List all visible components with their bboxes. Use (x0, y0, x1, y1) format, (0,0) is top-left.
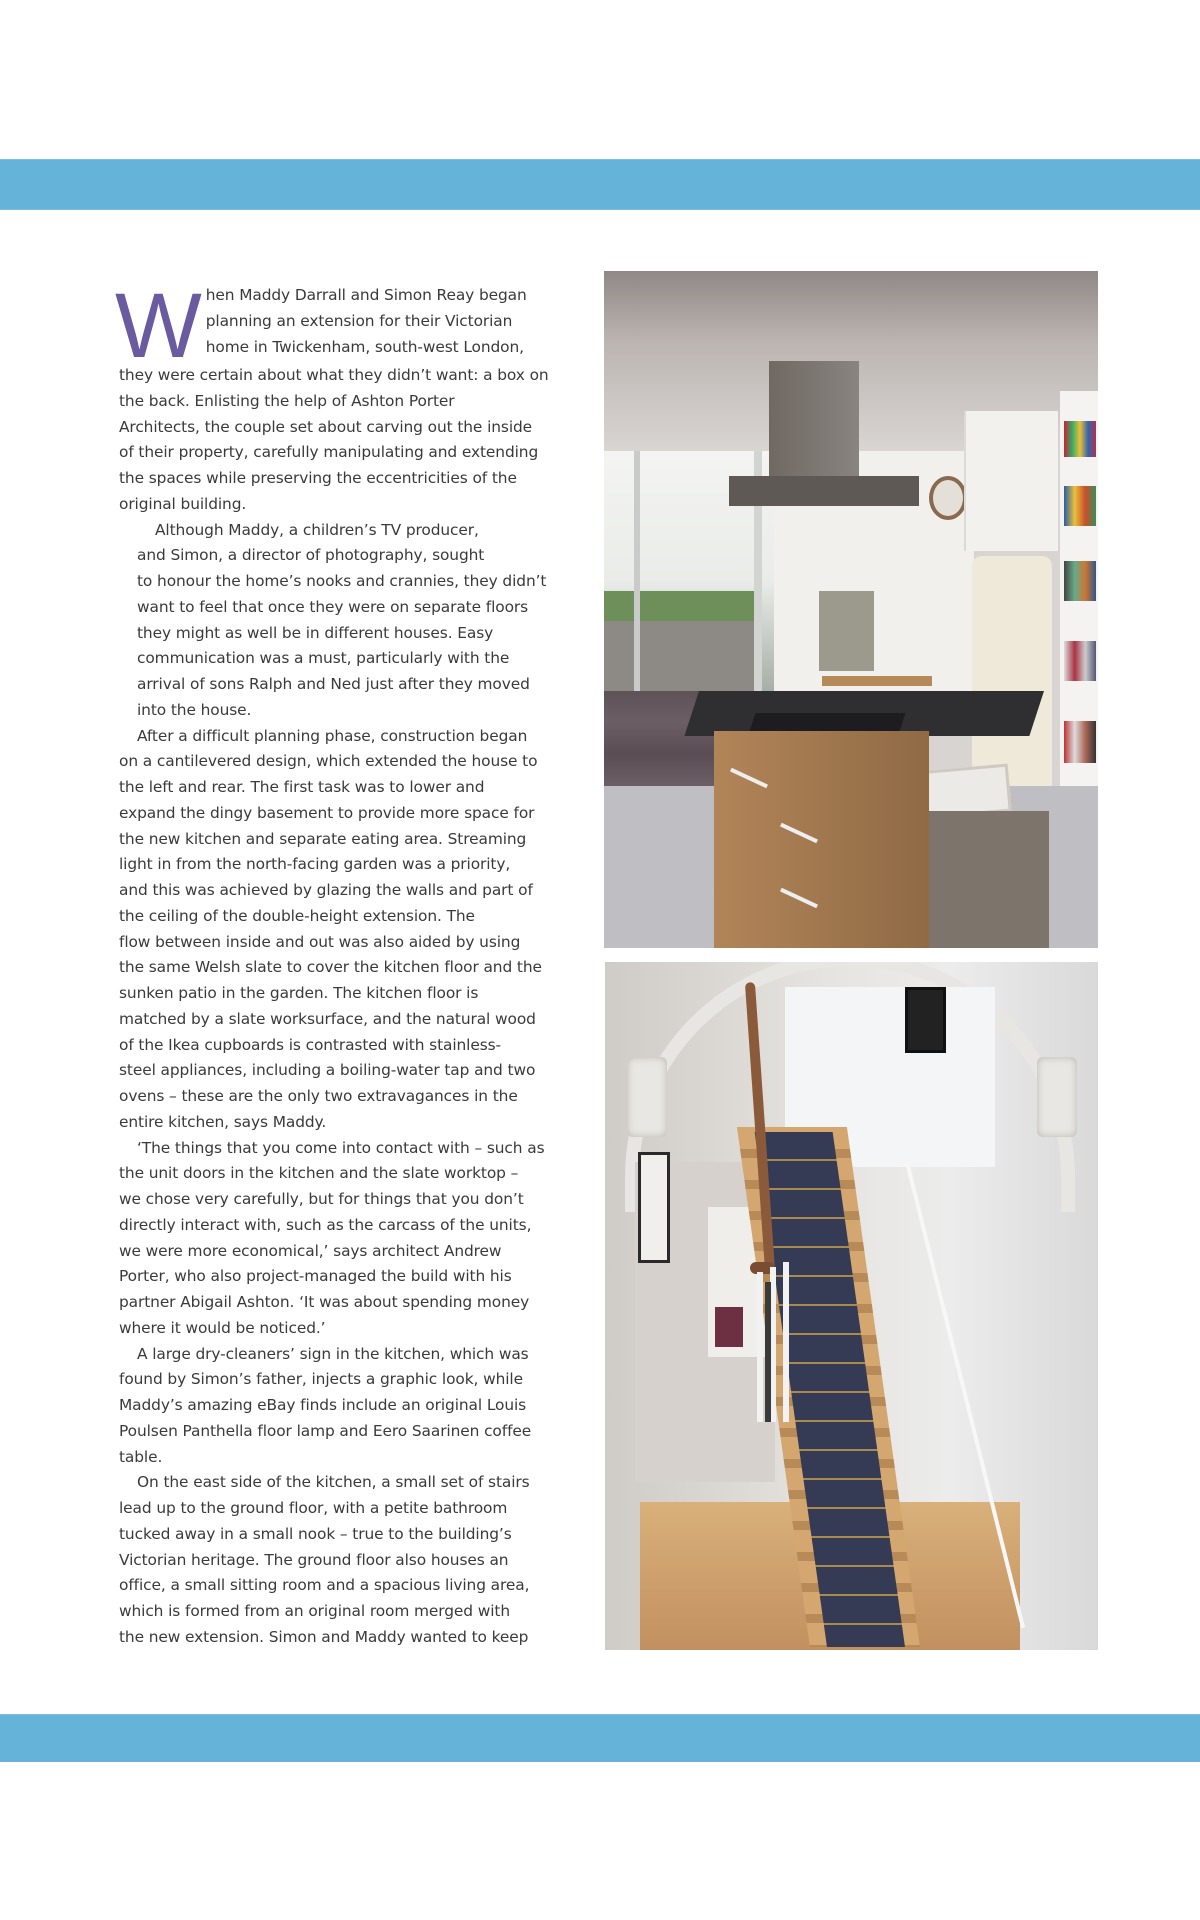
corbel-left (627, 1057, 667, 1137)
text-line: tucked away in a small nook – true to the building’s (119, 1524, 512, 1543)
text-line: the new kitchen and separate eating area. Streaming (119, 829, 527, 848)
extractor-hood (729, 476, 919, 506)
tall-cabinet (964, 411, 1058, 551)
article-body (115, 275, 555, 1651)
text-line: sunken patio in the garden. The kitchen floor is (119, 984, 479, 1002)
kitchen-photo (604, 271, 1098, 948)
text-line: ‘The things that you come into contact with – such as (137, 1138, 545, 1157)
text-line: the new extension. Simon and Maddy wanted to keep (119, 1627, 529, 1646)
books (1064, 641, 1096, 681)
text-line: Architects, the couple set about carving out the inside (119, 417, 533, 436)
text-line: original building. (119, 494, 247, 513)
text-line: the left and rear. The first task was to lower and (119, 778, 485, 796)
text-line: On the east side of the kitchen, a small set of stairs (137, 1473, 530, 1492)
text-line: ovens – these are the only two extravagances in the (119, 1087, 518, 1105)
text-line: steel appliances, including a boiling-water tap and two (119, 1061, 536, 1080)
patio (604, 621, 754, 691)
corbel-right (1037, 1057, 1077, 1137)
text-line: lead up to the ground floor, with a petite bathroom (119, 1499, 508, 1517)
text-line: we chose very carefully, but for things that you don’t (119, 1190, 524, 1208)
wall-clock (929, 476, 967, 520)
text-line: the same Welsh slate to cover the kitchen floor and the (119, 958, 542, 977)
wall-picture (638, 1152, 670, 1263)
staircase-photo (605, 962, 1098, 1650)
baluster (757, 1272, 763, 1422)
text-line: Maddy’s amazing eBay finds include an original Louis (119, 1396, 527, 1414)
text-line: planning an extension for their Victorian (205, 311, 513, 330)
text-line: we were more economical,’ says architect Andrew (119, 1241, 502, 1260)
text-line: and Simon, a director of photography, sought (137, 546, 485, 565)
paragraph-3 (119, 724, 555, 1136)
text-line: and this was achieved by glazing the walls and part of (119, 881, 533, 899)
text-line: partner Abigail Ashton. ‘It was about spending money (119, 1293, 530, 1311)
top-color-band (0, 159, 1200, 210)
text-line: arrival of sons Ralph and Ned just after they moved (137, 675, 530, 693)
text-line: the ceiling of the double-height extension. The (119, 906, 475, 925)
text-line: where it would be noticed.’ (119, 1318, 326, 1337)
bottom-color-band (0, 1714, 1200, 1762)
baluster (783, 1262, 789, 1422)
garden-hedge (604, 591, 754, 621)
office-chair (715, 1307, 743, 1347)
text-line: expand the dingy basement to provide more space for (119, 803, 535, 822)
text-line: to honour the home’s nooks and crannies, they didn’t (137, 572, 547, 590)
paragraph-6 (119, 1470, 555, 1650)
text-line: they were certain about what they didn’t want: a box on (119, 366, 549, 384)
drop-cap: W (115, 275, 202, 377)
island-side (929, 811, 1049, 948)
text-line: After a difficult planning phase, construction began (137, 726, 528, 745)
dining-table (822, 676, 932, 686)
text-line: Although Maddy, a children’s TV producer, (155, 520, 479, 539)
books (1064, 721, 1096, 763)
dining-window (819, 591, 874, 671)
text-line: Victorian heritage. The ground floor also houses an (119, 1550, 509, 1569)
text-line: into the house. (137, 700, 252, 719)
paragraph-4 (119, 1136, 555, 1342)
text-line: they might as well be in different houses. Easy (137, 623, 494, 642)
text-line: flow between inside and out was also aided by using (119, 932, 521, 951)
paragraph-1 (115, 275, 555, 518)
text-line: which is formed from an original room merged with (119, 1602, 511, 1620)
text-line: matched by a slate worksurface, and the natural wood (119, 1009, 536, 1028)
books (1064, 486, 1096, 526)
text-line: A large dry-cleaners’ sign in the kitchen, which was (137, 1344, 529, 1363)
text-line: Poulsen Panthella floor lamp and Eero Saarinen coffee (119, 1421, 532, 1440)
books (1064, 421, 1096, 457)
picture-frame (905, 987, 946, 1053)
text-line: Porter, who also project-managed the build with his (119, 1267, 512, 1286)
paragraph-5 (119, 1342, 555, 1471)
text-line: hen Maddy Darrall and Simon Reay began (205, 286, 527, 304)
text-line: directly interact with, such as the carcass of the units, (119, 1215, 532, 1234)
books (1064, 561, 1096, 601)
text-line: of the Ikea cupboards is contrasted with stainless- (119, 1035, 502, 1054)
text-line: on a cantilevered design, which extended the house to (119, 752, 538, 771)
wood-cupboards (714, 731, 929, 948)
paragraph-2 (119, 518, 555, 724)
text-line: of their property, carefully manipulating and extending (119, 443, 539, 462)
text-line: the unit doors in the kitchen and the slate worktop – (119, 1164, 519, 1183)
extractor-chimney (769, 361, 859, 476)
text-line: found by Simon’s father, injects a graphic look, while (119, 1370, 523, 1389)
text-line: entire kitchen, says Maddy. (119, 1112, 327, 1131)
text-line: the spaces while preserving the eccentricities of the (119, 469, 517, 487)
text-line: home in Twickenham, south-west London, (205, 337, 524, 356)
text-line: want to feel that once they were on separate floors (137, 597, 529, 616)
text-line: communication was a must, particularly with the (137, 649, 510, 668)
window-mullion (634, 451, 640, 711)
text-line: table. (119, 1447, 163, 1466)
newel-post (765, 1282, 771, 1422)
text-line: the back. Enlisting the help of Ashton Porter (119, 391, 455, 410)
text-line: office, a small sitting room and a spacious living area, (119, 1576, 530, 1595)
text-line: light in from the north-facing garden was a priority, (119, 855, 511, 874)
